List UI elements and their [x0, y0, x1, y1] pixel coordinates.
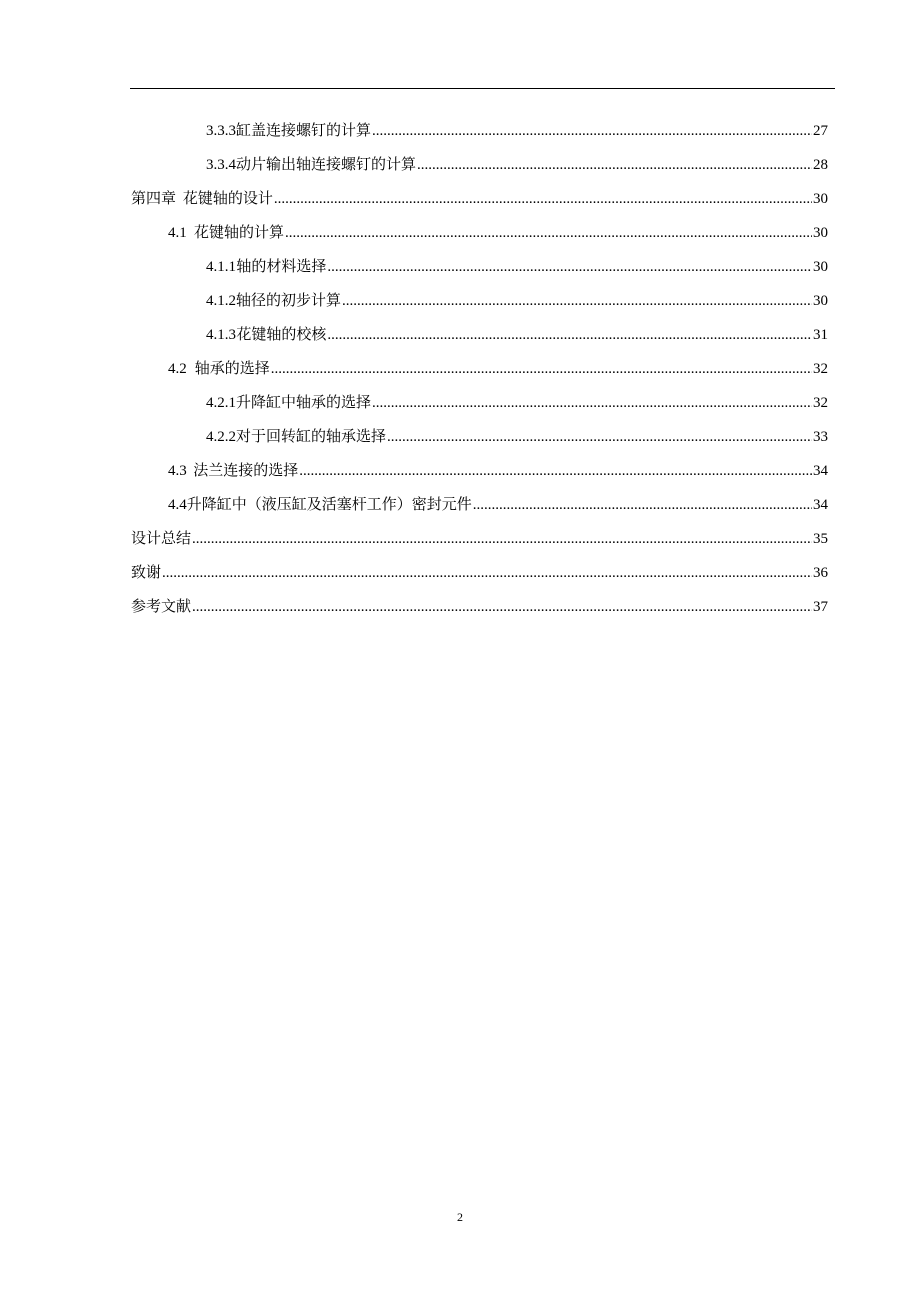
toc-entry-title: 升降缸中轴承的选择 [236, 393, 372, 411]
toc-entry-title: 花键轴的校核 [236, 325, 327, 343]
toc-dot-leader [162, 559, 812, 587]
toc-entry-4-1[interactable] [131, 218, 828, 252]
toc-dot-leader [387, 423, 812, 451]
toc-entry-number: 第四章 [131, 189, 177, 207]
page-number: 2 [457, 1210, 463, 1224]
toc-entry-title: 轴的材料选择 [236, 257, 327, 275]
toc-entry-title: 致谢 [131, 563, 162, 581]
toc-entry-title: 缸盖连接螺钉的计算 [236, 121, 372, 139]
toc-entry-page: 28 [813, 157, 828, 173]
toc-entry-title: 花键轴的设计 [182, 189, 273, 207]
toc-entry-page: 30 [813, 293, 828, 309]
toc-entry-title: 设计总结 [131, 529, 192, 547]
toc-entry-title: 花键轴的计算 [193, 223, 284, 241]
toc-entry-acknowledgements[interactable] [131, 558, 828, 592]
toc-entry-4-3[interactable] [131, 456, 828, 490]
toc-entry-4-1-1[interactable] [131, 252, 828, 286]
toc-entry-page: 32 [813, 395, 828, 411]
toc-entry-page: 30 [813, 225, 828, 241]
toc-entry-page: 31 [813, 327, 828, 343]
toc-entry-number: 4.1 [168, 225, 187, 241]
toc-dot-leader [192, 593, 812, 621]
toc-dot-leader [327, 253, 812, 281]
toc-entry-number: 4.1.1 [206, 259, 236, 275]
toc-dot-leader [372, 117, 812, 145]
toc-entry-page: 32 [813, 361, 828, 377]
toc-entry-4-2-1[interactable] [131, 388, 828, 422]
toc-entry-references[interactable] [131, 592, 828, 626]
toc-entry-title: 法兰连接的选择 [193, 461, 299, 479]
toc-entry-page: 37 [813, 599, 828, 615]
toc-entry-number: 4.1.2 [206, 293, 236, 309]
toc-dot-leader [271, 355, 812, 383]
toc-entry-page: 30 [813, 259, 828, 275]
toc-entry-4-2[interactable] [131, 354, 828, 388]
toc-entry-4-1-2[interactable] [131, 286, 828, 320]
toc-dot-leader [192, 525, 812, 553]
toc-entry-page: 27 [813, 123, 828, 139]
toc-entry-3-3-3[interactable] [131, 116, 828, 150]
header-rule [130, 88, 835, 89]
toc-entry-title: 轴承的选择 [194, 359, 270, 377]
toc-entry-number: 4.1.3 [206, 327, 236, 343]
toc-entry-4-2-2[interactable] [131, 422, 828, 456]
toc-entry-4-4[interactable] [131, 490, 828, 524]
toc-entry-3-3-4[interactable] [131, 150, 828, 184]
toc-entry-page: 30 [813, 191, 828, 207]
toc-dot-leader [417, 151, 812, 179]
toc-dot-leader [473, 491, 812, 519]
toc-entry-page: 34 [813, 497, 828, 513]
toc-entry-number: 3.3.3 [206, 123, 236, 139]
toc-dot-leader [372, 389, 812, 417]
toc-entry-4-1-3[interactable] [131, 320, 828, 354]
toc-dot-leader [274, 185, 812, 213]
toc-entry-number: 4.2.1 [206, 395, 236, 411]
toc-entry-number: 4.3 [168, 463, 187, 479]
toc-entry-design-summary[interactable] [131, 524, 828, 558]
toc-entry-title: 轴径的初步计算 [236, 291, 342, 309]
toc-dot-leader [299, 457, 812, 485]
toc-dot-leader [342, 287, 812, 315]
toc-entry-page: 36 [813, 565, 828, 581]
toc-dot-leader [285, 219, 812, 247]
toc-entry-page: 35 [813, 531, 828, 547]
toc-entry-title: 对于回转缸的轴承选择 [236, 427, 387, 445]
toc-entry-page: 33 [813, 429, 828, 445]
toc-entry-number: 4.4 [168, 497, 187, 513]
toc-dot-leader [327, 321, 812, 349]
toc-entry-number: 3.3.4 [206, 157, 236, 173]
toc-entry-number: 4.2 [168, 361, 187, 377]
toc-entry-page: 34 [813, 463, 828, 479]
toc-entry-title: 动片输出轴连接螺钉的计算 [236, 155, 417, 173]
toc-entry-title: 参考文献 [131, 597, 192, 615]
toc-entry-number: 4.2.2 [206, 429, 236, 445]
toc-entry-title: 升降缸中（液压缸及活塞杆工作）密封元件 [186, 495, 472, 513]
toc-entry-chapter-4[interactable] [131, 184, 828, 218]
table-of-contents [131, 116, 828, 626]
